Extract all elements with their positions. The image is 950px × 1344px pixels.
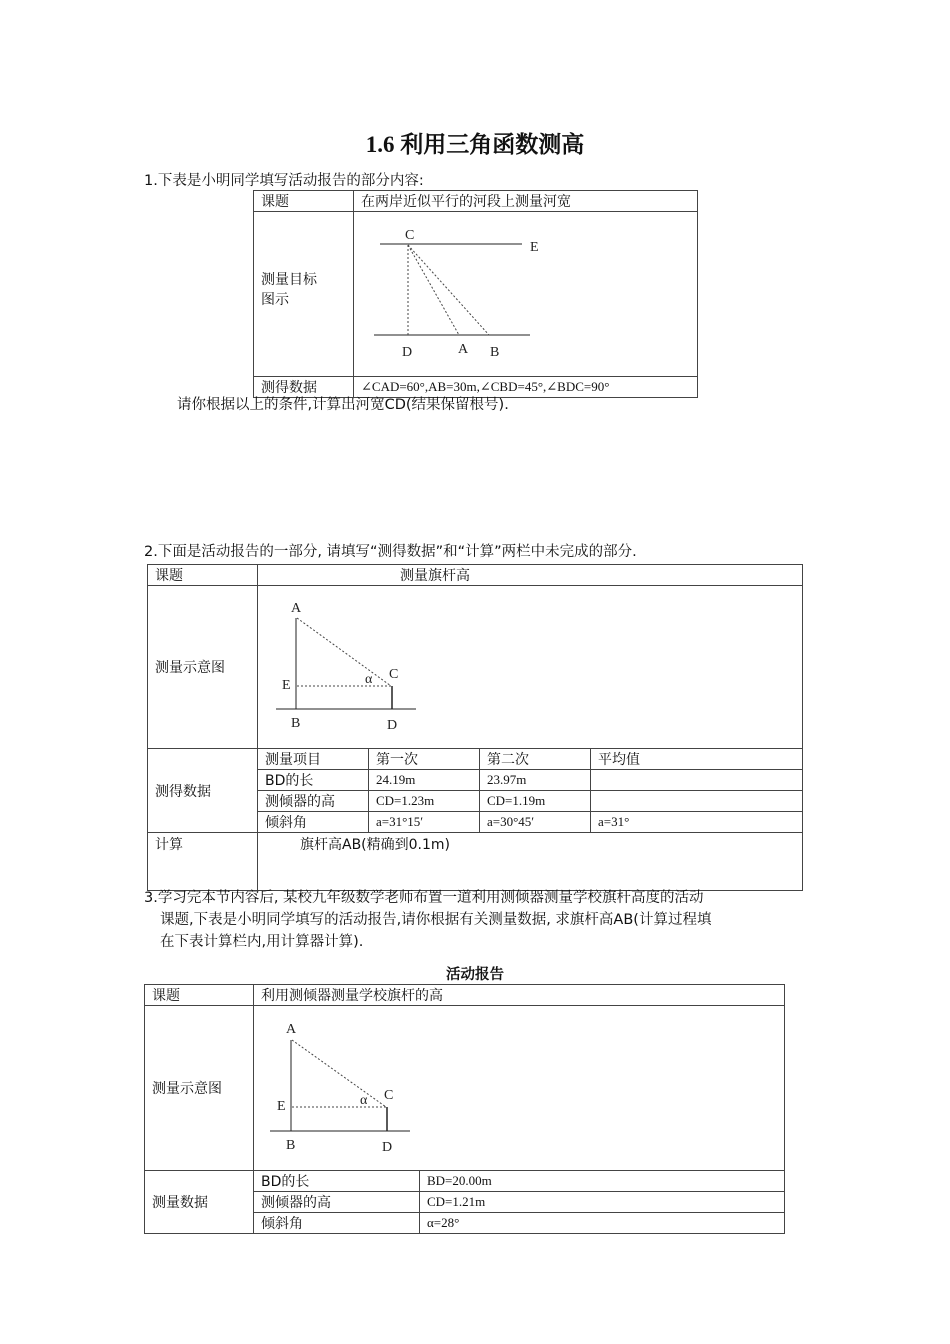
label-e: E <box>277 1099 286 1114</box>
report-title: 活动报告 <box>446 967 504 983</box>
question-line: 3.学习完本节内容后, 某校九年级数学老师布置一道利用测倾器测量学校旗杆高度的活动 <box>144 890 704 906</box>
label-c: C <box>384 1088 394 1103</box>
topic-value: 测量旗杆高 <box>258 565 803 586</box>
calc-text: 旗杆高AB(精确到0.1m) <box>258 833 803 891</box>
line-ac <box>292 1040 386 1107</box>
header-item: 测量项目 <box>258 749 369 770</box>
data-value: ∠CAD=60°,AB=30m,∠CBD=45°,∠BDC=90° <box>354 377 698 398</box>
label-d: D <box>382 1140 393 1155</box>
diagram-cell <box>258 586 803 749</box>
flagpole-diagram <box>254 1006 784 1166</box>
label-a: A <box>286 1022 297 1037</box>
line-cb <box>408 245 489 335</box>
river-diagram <box>354 212 696 372</box>
question-3 <box>144 887 711 953</box>
label-b: B <box>490 345 500 360</box>
label-d: D <box>387 718 398 733</box>
diagram-cell <box>354 212 698 377</box>
topic-label: 课题 <box>148 565 258 586</box>
diagram-cell <box>254 1006 785 1171</box>
label-e: E <box>282 678 291 693</box>
question-number: 2. <box>144 544 158 560</box>
diagram-label: 测量示意图 <box>148 586 258 749</box>
table-row: 测倾器的高 CD=1.23m CD=1.19m <box>148 791 803 812</box>
label-a: A <box>458 342 469 357</box>
calc-label: 计算 <box>148 833 258 891</box>
topic-value: 在两岸近似平行的河段上测量河宽 <box>354 191 698 212</box>
q1-question: 请你根据以上的条件,计算出河宽CD(结果保留根号). <box>177 397 509 413</box>
question-text: 下面是活动报告的一部分, 请填写“测得数据”和“计算”两栏中未完成的部分. <box>157 544 637 560</box>
q1-table <box>253 190 698 398</box>
question-number: 1. <box>144 173 158 189</box>
label-alpha: α <box>360 1093 368 1108</box>
question-2 <box>144 541 637 563</box>
table-row: 倾斜角 a=31°15′ a=30°45′ a=31° <box>148 812 803 833</box>
label-alpha: α <box>365 672 373 687</box>
topic-label: 课题 <box>254 191 354 212</box>
label-c: C <box>389 667 399 682</box>
data-label: 测得数据 <box>148 749 258 833</box>
header-average: 平均值 <box>591 749 803 770</box>
q2-table <box>147 564 803 891</box>
data-label: 测得数据 <box>254 377 354 398</box>
question-text: 下表是小明同学填写活动报告的部分内容: <box>157 173 424 189</box>
flagpole-diagram <box>258 586 802 744</box>
header-first: 第一次 <box>369 749 480 770</box>
page-title: 1.6 利用三角函数测高 <box>365 132 585 157</box>
table-row: BD的长 24.19m 23.97m <box>148 770 803 791</box>
question-line: 课题,下表是小明同学填写的活动报告,请你根据有关测量数据, 求旗杆高AB(计算过程填 <box>160 912 712 928</box>
data-label: 测量数据 <box>145 1171 254 1234</box>
label-b: B <box>291 716 301 731</box>
label-a: A <box>291 601 302 616</box>
label-d: D <box>402 345 413 360</box>
diagram-label: 测量示意图 <box>145 1006 254 1171</box>
q3-table <box>144 984 785 1234</box>
table-row: 测量数据 BD的长 BD=20.00m <box>145 1171 785 1192</box>
table-row: 倾斜角 α=28° <box>145 1213 785 1234</box>
topic-label: 课题 <box>145 985 254 1006</box>
line-ac <box>297 618 391 686</box>
header-second: 第二次 <box>480 749 591 770</box>
label-e: E <box>530 240 539 255</box>
label-c: C <box>405 228 415 243</box>
question-1 <box>144 170 424 192</box>
table-row: 测倾器的高 CD=1.21m <box>145 1192 785 1213</box>
line-ca <box>408 245 459 335</box>
question-line: 在下表计算栏内,用计算器计算). <box>160 934 364 950</box>
label-b: B <box>286 1138 296 1153</box>
diagram-label: 测量目标图示 <box>254 212 354 377</box>
topic-value: 利用测倾器测量学校旗杆的高 <box>254 985 785 1006</box>
